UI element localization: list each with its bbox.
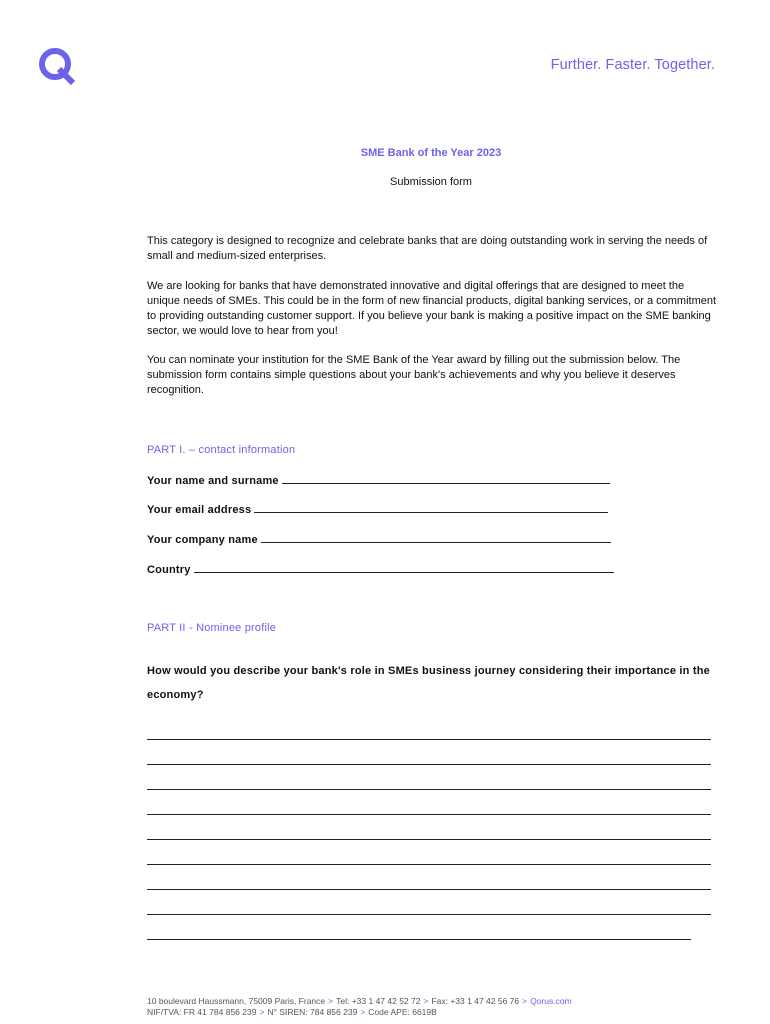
brand-tagline: Further. Faster. Together. [550, 57, 715, 73]
email-field-label: Your email address [147, 504, 252, 516]
answer-line[interactable] [147, 939, 691, 940]
answer-line[interactable] [147, 764, 711, 765]
name-field-line[interactable] [282, 474, 610, 484]
name-field-label: Your name and surname [147, 475, 279, 487]
country-field-line[interactable] [194, 563, 614, 573]
q-logo-icon [37, 46, 79, 86]
chevron-right-icon: > [522, 996, 528, 1006]
company-field-line[interactable] [261, 533, 611, 543]
chevron-right-icon: > [328, 996, 334, 1006]
footer-vat: NIF/TVA: FR 41 784 856 239 [147, 1007, 257, 1017]
company-field-label: Your company name [147, 534, 258, 546]
answer-line[interactable] [147, 914, 711, 915]
footer-tel: Tel: +33 1 47 42 52 72 [336, 996, 421, 1006]
question-text: How would you describe your bank's role in SMEs business journey considering their importance in the economy? [147, 665, 710, 701]
intro-paragraph: We are looking for banks that have demonstrated innovative and digital offerings that are designed to meet the unique needs of SMEs. This could be in the form of new financial products, digital banking services, or a commitment to providing outstanding customer support. If you believe your bank is making a positive impact on the SME banking sector, we would love to hear from you! [147, 280, 717, 337]
chevron-right-icon: > [360, 1007, 366, 1017]
section-heading-nominee: PART II - Nominee profile [147, 622, 277, 634]
email-field-line[interactable] [254, 503, 608, 513]
footer-fax: Fax: +33 1 47 42 56 76 [431, 996, 520, 1006]
footer-line-contact [147, 996, 572, 1007]
country-field-label: Country [147, 564, 191, 576]
answer-line[interactable] [147, 789, 711, 790]
footer [147, 996, 572, 1018]
intro-paragraph: You can nominate your institution for the SME Bank of the Year award by filling out the submission below. The submission form contains simple questions about your bank's achievements and why you believe it deserves recognition. [147, 354, 681, 396]
section-heading-contact: PART I. – contact information [147, 444, 296, 456]
page-subtitle: Submission form [390, 176, 472, 188]
footer-website-link[interactable]: Qorus.com [530, 996, 572, 1006]
chevron-right-icon: > [423, 996, 429, 1006]
company-field[interactable] [147, 533, 617, 546]
footer-siren: N° SIREN: 784 856 239 [267, 1007, 358, 1017]
name-field[interactable] [147, 474, 617, 487]
intro-paragraph: This category is designed to recognize and celebrate banks that are doing outstanding work in serving the needs of small and medium-sized enterprises. [147, 235, 708, 262]
footer-ape: Code APE: 6619B [368, 1007, 437, 1017]
footer-line-legal [147, 1007, 572, 1018]
email-field[interactable] [147, 503, 617, 516]
footer-address: 10 boulevard Haussmann, 75009 Paris, France [147, 996, 326, 1006]
answer-line[interactable] [147, 889, 711, 890]
page-title: SME Bank of the Year 2023 [360, 147, 502, 159]
country-field[interactable] [147, 563, 617, 576]
answer-line[interactable] [147, 839, 711, 840]
answer-line[interactable] [147, 739, 711, 740]
answer-line[interactable] [147, 814, 711, 815]
chevron-right-icon: > [259, 1007, 265, 1017]
answer-line[interactable] [147, 864, 711, 865]
